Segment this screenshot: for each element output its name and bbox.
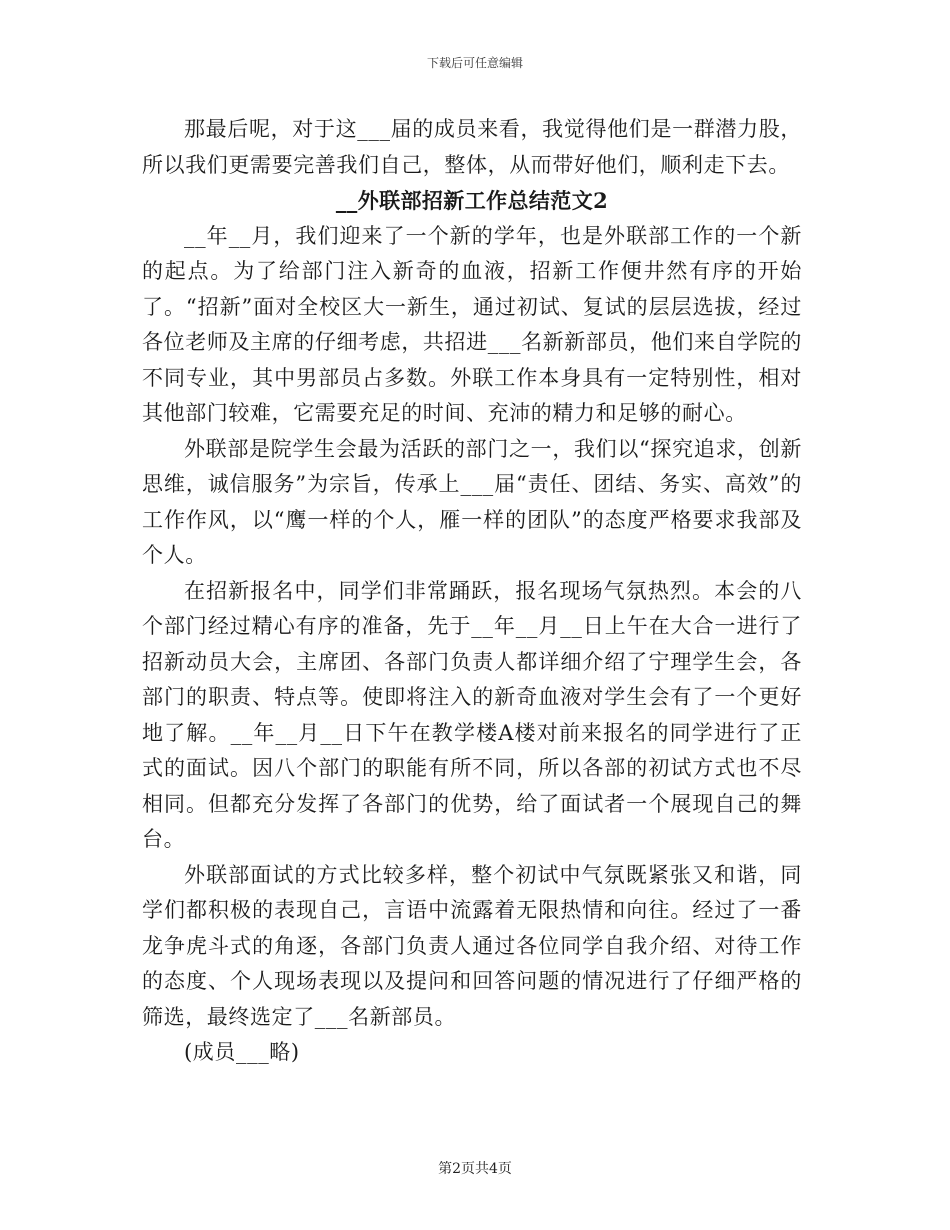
paragraph-5: (成员___略)	[184, 1040, 300, 1064]
page-footer: 第2页共4页	[438, 1161, 512, 1177]
paragraph-4: 外联部面试的方式比较多样，整个初试中气氛既紧张又和谐，同学们都积极的表现自己，言语中流露着无限热情和向往。经过了一番龙争虎斗式的角逐，各部门负责人通过各位同学自我介绍、对待工作的态度、个人现场表现以及提问和回答问题的情况进行了仔细严格的筛选，最终选定了___名新部员。	[142, 862, 802, 1029]
intro-paragraph: 那最后呢，对于这___届的成员来看，我觉得他们是一群潜力股，所以我们更需要完善我们自己，整体，从而带好他们，顺利走下去。	[142, 117, 802, 177]
paragraph-2: 外联部是院学生会最为活跃的部门之一，我们以“探究追求，创新思维，诚信服务”为宗旨，传承上___届“责任、团结、务实、高效”的工作作风，以“鹰一样的个人，雁一样的团队”的态度严格要求我部及个人。	[142, 436, 802, 567]
paragraph-3: 在招新报名中，同学们非常踊跃，报名现场气氛热烈。本会的八个部门经过精心有序的准备，先于__年__月__日上午在大合一进行了招新动员大会，主席团、各部门负责人都详细介绍了宁理学生会，各部门的职责、特点等。使即将注入的新奇血液对学生会有了一个更好地了解。__年__月__日下午在教学楼A楼对前来报名的同学进行了正式的面试。因八个部门的职能有所不同，所以各部的初试方式也不尽相同。但都充分发挥了各部门的优势，给了面试者一个展现自己的舞台。	[142, 578, 802, 851]
document-body	[142, 112, 802, 1071]
section-title: __外联部招新工作总结范文2	[335, 188, 609, 213]
page-header: 下载后可任意编辑	[426, 56, 523, 70]
paragraph-1: __年__月，我们迎来了一个新的学年，也是外联部工作的一个新的起点。为了给部门注入新奇的血液，招新工作便井然有序的开始了。“招新”面对全校区大一新生，通过初试、复试的层层选拔，经过各位老师及主席的仔细考虑，共招进___名新新部员，他们来自学院的不同专业，其中男部员占多数。外联工作本身具有一定特别性，相对其他部门较难，它需要充足的时间、充沛的精力和足够的耐心。	[142, 223, 802, 425]
